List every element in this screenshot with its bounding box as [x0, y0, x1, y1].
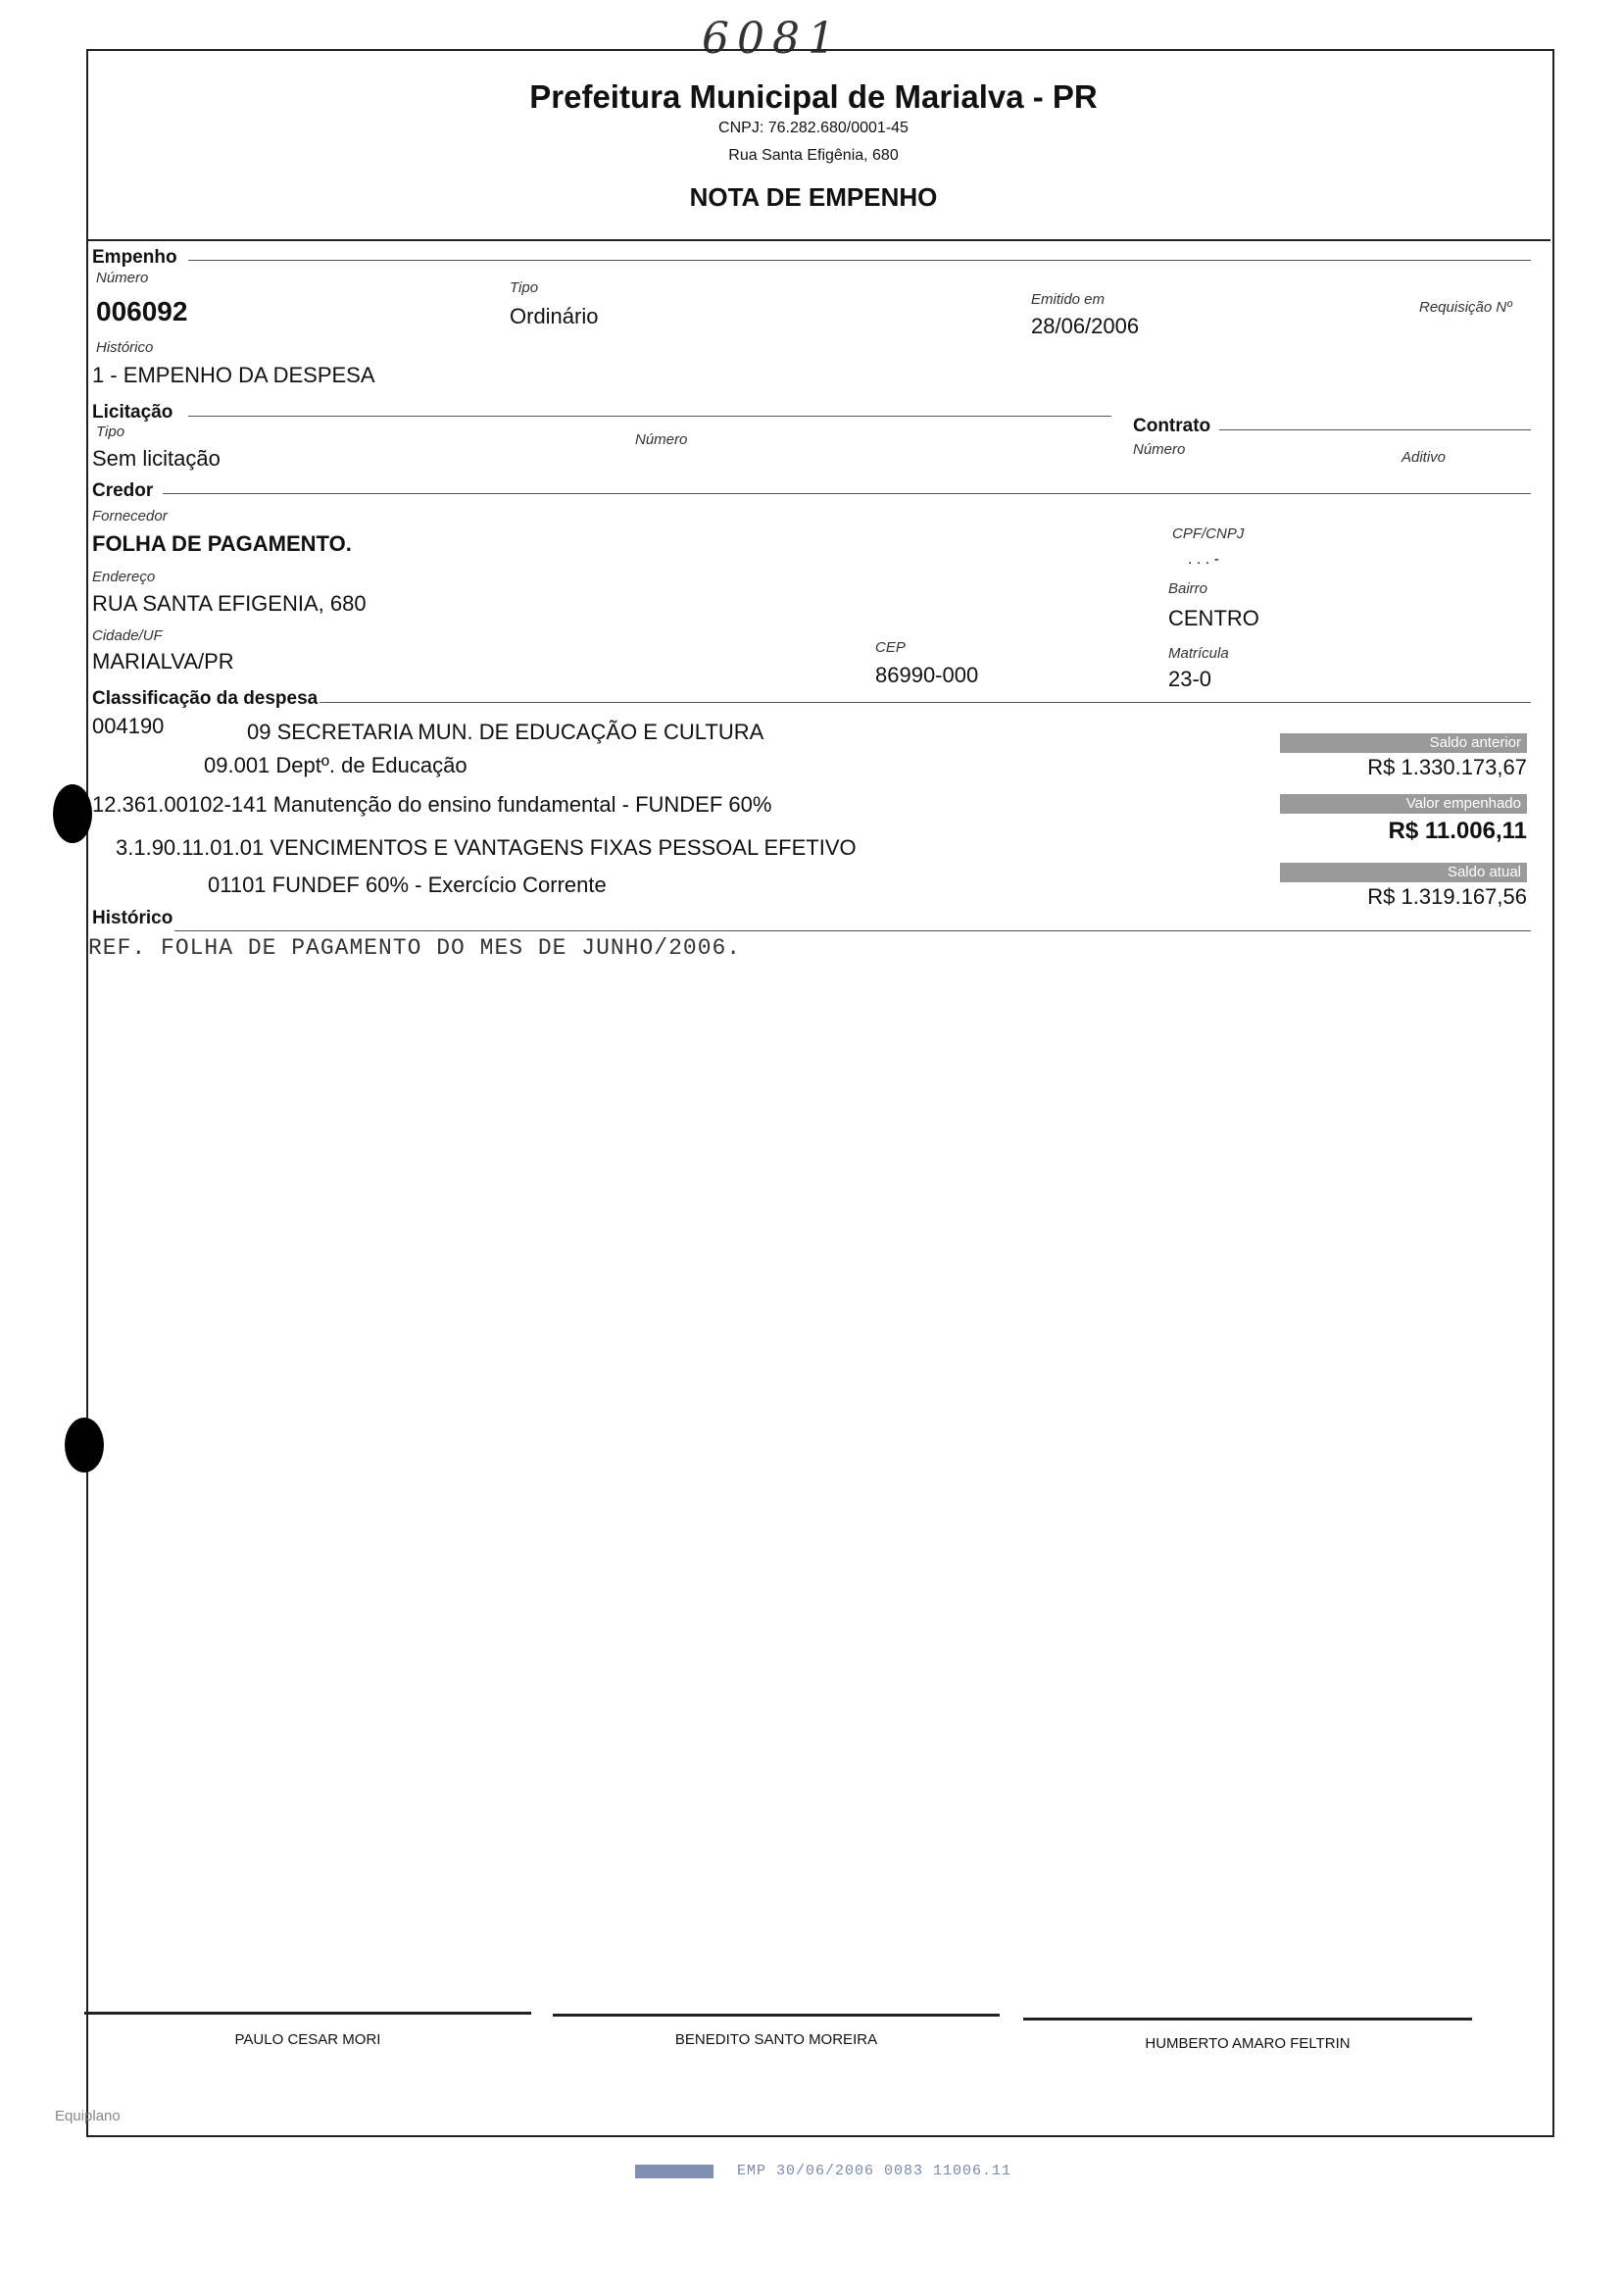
- historico-text: REF. FOLHA DE PAGAMENTO DO MES DE JUNHO/2006.: [88, 935, 742, 961]
- label-cep: CEP: [875, 639, 906, 656]
- empenho-tipo: Ordinário: [510, 304, 599, 328]
- label-contrato-numero: Número: [1133, 441, 1186, 458]
- label-tipo: Tipo: [510, 279, 539, 296]
- classificacao-codigo: 004190: [92, 714, 165, 738]
- licitacao-tipo: Sem licitação: [92, 446, 221, 471]
- signature-name-3: HUMBERTO AMARO FELTRIN: [1145, 2035, 1351, 2052]
- credor-cep: 86990-000: [875, 663, 979, 687]
- label-cidade: Cidade/UF: [92, 627, 163, 644]
- signature-line-1: [84, 2012, 531, 2015]
- classificacao-fonte: 01101 FUNDEF 60% - Exercício Corrente: [208, 873, 607, 897]
- saldo-anterior-value: R$ 1.330.173,67: [1367, 755, 1527, 779]
- signature-line-2: [553, 2014, 1000, 2017]
- contrato-divider: [1219, 429, 1531, 430]
- label-fornecedor: Fornecedor: [92, 508, 168, 524]
- saldo-atual-label: Saldo atual: [1280, 863, 1527, 882]
- header-address: Rua Santa Efigênia, 680: [728, 147, 899, 164]
- classificacao-elemento: 3.1.90.11.01.01 VENCIMENTOS E VANTAGENS FIXAS PESSOAL EFETIVO: [116, 835, 857, 860]
- empenho-emitido: 28/06/2006: [1031, 314, 1140, 338]
- credor-endereco: RUA SANTA EFIGENIA, 680: [92, 591, 367, 616]
- credor-matricula: 23-0: [1168, 667, 1212, 691]
- classificacao-unidade: 09.001 Deptº. de Educação: [204, 753, 467, 777]
- header-cnpj: CNPJ: 76.282.680/0001-45: [718, 120, 909, 136]
- section-classificacao: Classificação da despesa: [92, 688, 319, 709]
- signature-line-3: [1023, 2018, 1472, 2021]
- section-contrato: Contrato: [1133, 416, 1211, 436]
- label-licitacao-tipo: Tipo: [96, 424, 125, 440]
- punch-hole-top: [53, 784, 92, 843]
- credor-fornecedor: FOLHA DE PAGAMENTO.: [92, 531, 352, 556]
- label-numero: Número: [96, 270, 149, 286]
- label-endereco: Endereço: [92, 569, 156, 585]
- label-requisicao: Requisição Nº: [1419, 299, 1512, 316]
- empenho-historico: 1 - EMPENHO DA DESPESA: [92, 363, 375, 387]
- handwritten-number: 6081: [702, 14, 843, 64]
- punch-hole-bottom: [65, 1418, 104, 1472]
- bank-stamp: EMP 30/06/2006 0083 11006.11: [737, 2163, 1012, 2179]
- section-credor: Credor: [92, 480, 154, 501]
- saldo-atual-value: R$ 1.319.167,56: [1367, 884, 1527, 909]
- credor-cpf: . . . -: [1188, 551, 1219, 568]
- saldo-anterior-label: Saldo anterior: [1280, 733, 1527, 753]
- label-aditivo: Aditivo: [1402, 449, 1447, 466]
- label-licitacao-numero: Número: [635, 431, 688, 448]
- credor-divider: [163, 493, 1531, 494]
- empenho-numero: 006092: [96, 296, 188, 326]
- classificacao-funcional: 12.361.00102-141 Manutenção do ensino fundamental - FUNDEF 60%: [92, 792, 772, 817]
- document-title: NOTA DE EMPENHO: [689, 182, 938, 212]
- software-label: Equiplano: [55, 2108, 121, 2124]
- historico-divider: [174, 930, 1531, 931]
- credor-cidade: MARIALVA/PR: [92, 649, 234, 674]
- credor-bairro: CENTRO: [1168, 606, 1259, 630]
- empenho-divider: [188, 260, 1531, 261]
- label-historico-empenho: Histórico: [96, 339, 154, 356]
- label-cpf: CPF/CNPJ: [1172, 525, 1245, 542]
- section-licitacao: Licitação: [92, 402, 173, 423]
- licitacao-divider: [188, 416, 1111, 417]
- section-empenho: Empenho: [92, 247, 177, 268]
- classificacao-orgao: 09 SECRETARIA MUN. DE EDUCAÇÃO E CULTURA: [247, 720, 764, 744]
- label-emitido: Emitido em: [1031, 291, 1106, 308]
- header-title: Prefeitura Municipal de Marialva - PR: [529, 78, 1098, 115]
- stamp-mark: [635, 2165, 713, 2178]
- section-historico: Histórico: [92, 908, 173, 928]
- valor-empenhado-label: Valor empenhado: [1280, 794, 1527, 814]
- classificacao-divider: [320, 702, 1531, 703]
- signature-name-1: PAULO CESAR MORI: [234, 2031, 381, 2048]
- signature-name-2: BENEDITO SANTO MOREIRA: [674, 2031, 878, 2048]
- valor-empenhado-value: R$ 11.006,11: [1388, 818, 1527, 844]
- label-bairro: Bairro: [1168, 580, 1208, 597]
- label-matricula: Matrícula: [1168, 645, 1229, 662]
